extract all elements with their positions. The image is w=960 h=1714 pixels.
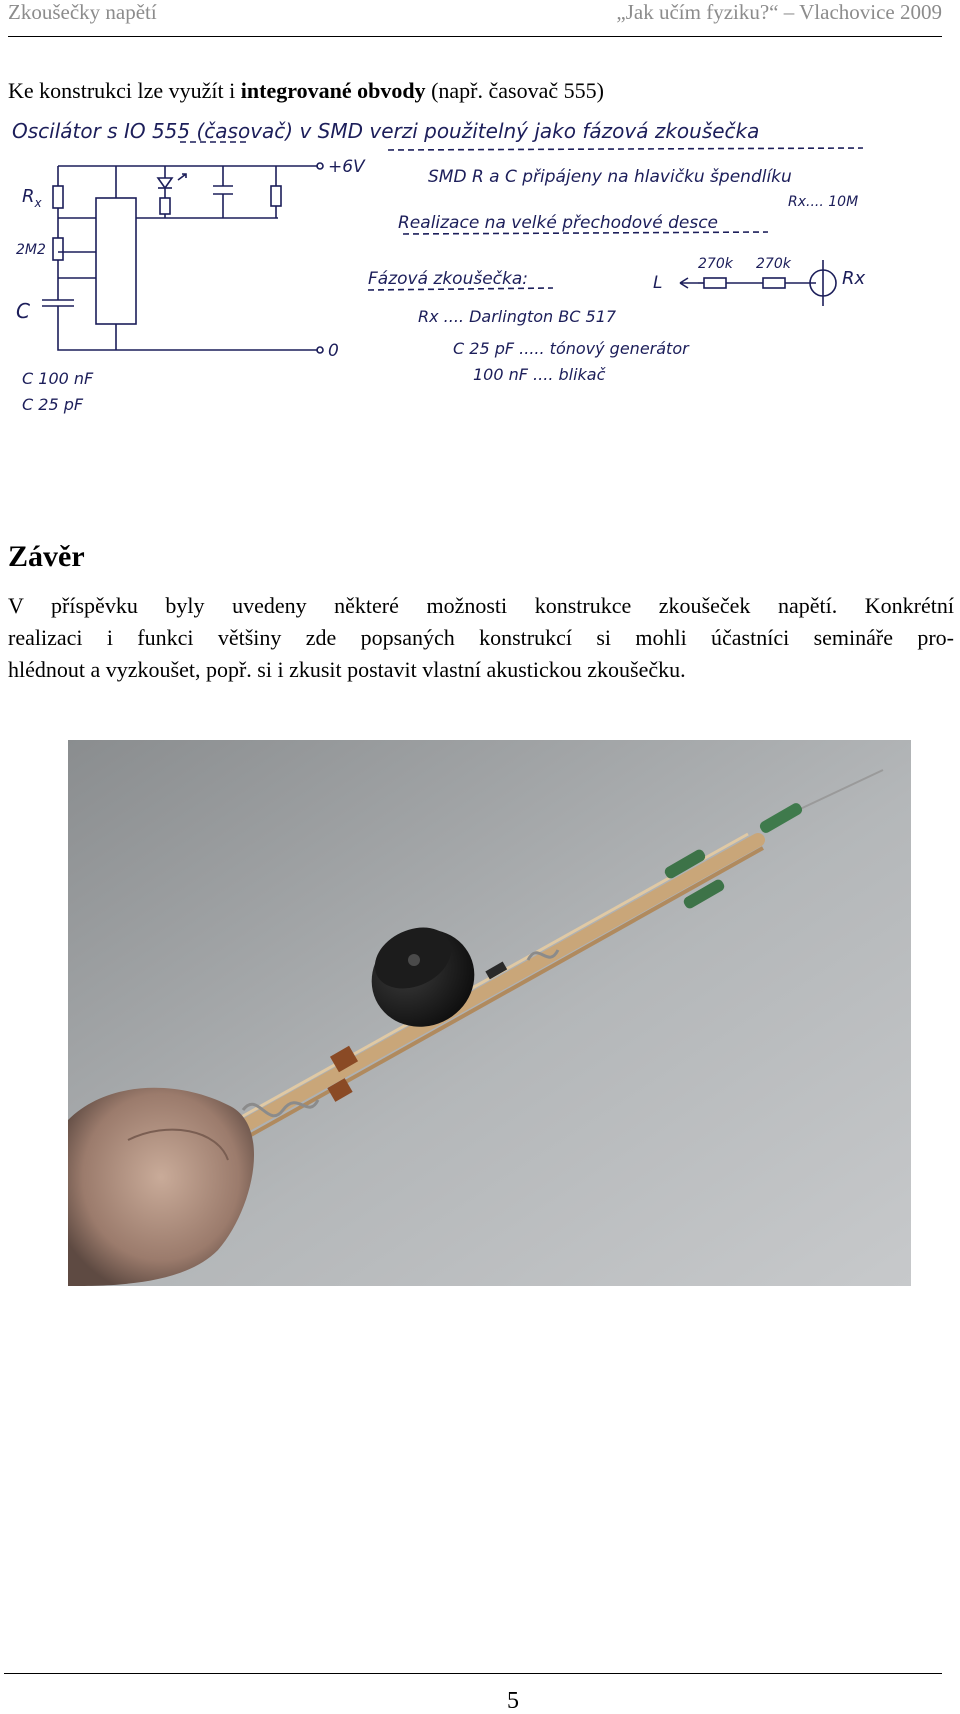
- header-right: „Jak učím fyziku?“ – Vlachovice 2009: [616, 0, 942, 24]
- schematic-note-smd: SMD R a C připájeny na hlavičku špendlíku: [428, 167, 792, 187]
- tester-photo: [68, 740, 911, 1286]
- handwritten-schematic: [8, 118, 958, 458]
- schematic-note-board: Realizace na velké přechodové desce: [398, 213, 719, 233]
- schematic-c-value-1: C 100 nF: [22, 369, 94, 388]
- schematic-270k-a: 270k: [698, 256, 733, 272]
- schematic-c-value-2: C 25 pF: [22, 395, 84, 414]
- footer-divider: [4, 1673, 942, 1674]
- intro-paragraph: [8, 78, 604, 104]
- header-left: Zkoušečky napětí: [8, 0, 157, 24]
- page-header: [8, 0, 942, 37]
- page-number: 5: [507, 1688, 519, 1714]
- schematic-l-label: L: [653, 273, 663, 293]
- conclusion-line-2: realizaci i funkci většiny zde popsaných konstrukcí si mohli účastníci semináře pro-: [8, 625, 954, 650]
- schematic-c25: C 25 pF ..... tónový generátor: [453, 339, 689, 358]
- schematic-c-label: C: [16, 299, 30, 323]
- schematic-phase-label: Fázová zkoušečka:: [368, 269, 528, 289]
- intro-text-after: (např. časovač 555): [425, 78, 604, 103]
- conclusion-line-1: V příspěvku byly uvedeny některé možnosti konstrukce zkoušeček napětí. Konkrétní: [8, 593, 954, 618]
- schematic-plus-label: +6V: [328, 157, 365, 177]
- intro-bold: integrované obvody: [240, 78, 426, 103]
- schematic-rx-label: $R_x$: [22, 186, 42, 210]
- conclusion-line-3: hlédnout a vyzkoušet, popř. si i zkusit postavit vlastní akustickou zkoušečku.: [8, 657, 686, 682]
- schematic-rx-right: Rx: [842, 268, 866, 289]
- schematic-270k-b: 270k: [756, 256, 791, 272]
- conclusion-title: Závěr: [8, 540, 85, 573]
- intro-text-before: Ke konstrukci lze využít i: [8, 78, 241, 103]
- conclusion-paragraph: [8, 590, 954, 686]
- schematic-zero-label: 0: [328, 341, 339, 361]
- schematic-2m2-label: 2M2: [16, 242, 46, 258]
- tester-photo-drawing: [68, 740, 911, 1286]
- schematic-darlington: Rx .... Darlington BC 517: [418, 307, 617, 326]
- schematic-note-rx: Rx.... 10M: [788, 194, 859, 210]
- schematic-c100: 100 nF .... blikač: [473, 365, 606, 384]
- schematic-title: Oscilátor s IO 555 (časovač) v SMD verzi použitelný jako fázová zkoušečka: [12, 119, 760, 143]
